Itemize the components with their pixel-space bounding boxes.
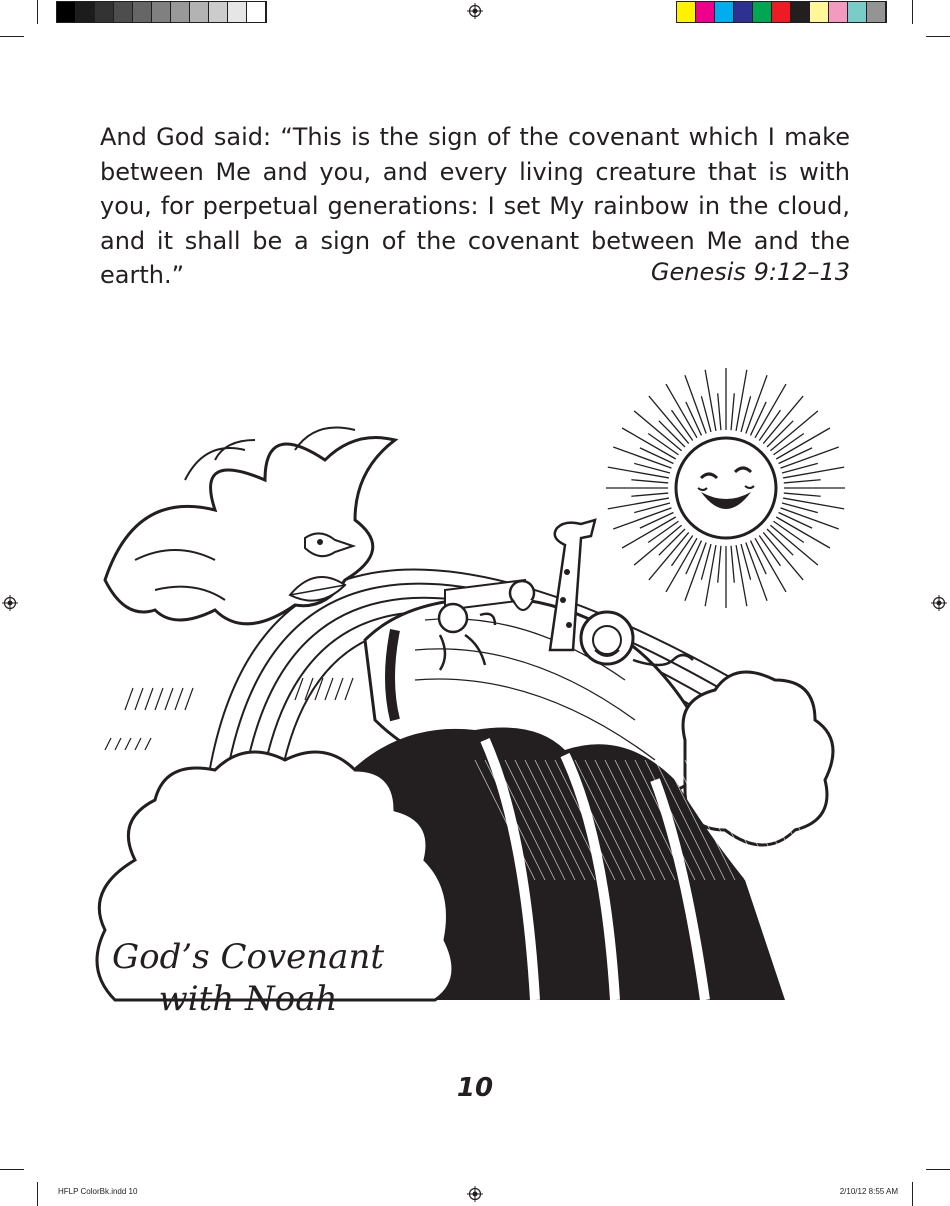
page-number: 10 <box>456 1073 494 1103</box>
illustration-title <box>98 936 398 1020</box>
registration-mark-icon <box>2 595 18 611</box>
print-slug-date: 2/10/12 8:55 AM <box>839 1187 898 1196</box>
crop-mark <box>37 1182 38 1206</box>
color-swatch <box>753 2 772 22</box>
scripture-citation: Genesis 9:12–13 <box>650 258 850 286</box>
color-swatch <box>209 2 228 22</box>
puffy-cloud <box>683 672 833 845</box>
color-swatch <box>715 2 734 22</box>
color-swatch <box>95 2 114 22</box>
color-swatch <box>190 2 209 22</box>
crop-mark <box>0 36 24 37</box>
color-swatch <box>133 2 152 22</box>
scripture-verse: And God said: “This is the sign of the covenant which I make between Me and you, and every living creature that is with you, for perpetual generations: I set My rainbow in the cloud, and it shall be a sign of the covenant between Me and the earth.” <box>100 123 850 289</box>
grayscale-color-bar <box>56 1 267 23</box>
color-swatch <box>772 2 791 22</box>
color-swatch <box>171 2 190 22</box>
print-slug-filename: HFLP ColorBk.indd 10 <box>58 1187 138 1196</box>
title-line-1: God’s Covenant <box>112 937 384 977</box>
crop-mark <box>912 0 913 24</box>
smiling-sun-icon <box>606 368 845 608</box>
process-color-bar <box>676 1 887 23</box>
color-swatch <box>57 2 76 22</box>
noah-ark-illustration <box>95 360 845 1010</box>
color-swatch <box>247 2 266 22</box>
registration-mark-icon <box>931 595 947 611</box>
color-swatch <box>867 2 886 22</box>
crop-mark <box>0 1169 24 1170</box>
color-swatch <box>810 2 829 22</box>
color-swatch <box>114 2 133 22</box>
color-swatch <box>677 2 696 22</box>
color-swatch <box>734 2 753 22</box>
color-swatch <box>791 2 810 22</box>
color-swatch <box>228 2 247 22</box>
color-swatch <box>848 2 867 22</box>
registration-mark-icon <box>467 3 483 19</box>
crop-mark <box>37 0 38 24</box>
color-swatch <box>152 2 171 22</box>
hatched-cloud <box>105 678 353 750</box>
crop-mark <box>926 36 950 37</box>
color-swatch <box>696 2 715 22</box>
crop-mark <box>912 1182 913 1206</box>
registration-mark-icon <box>467 1186 483 1202</box>
color-swatch <box>76 2 95 22</box>
color-swatch <box>829 2 848 22</box>
title-line-2: with Noah <box>158 979 338 1019</box>
crop-mark <box>926 1169 950 1170</box>
